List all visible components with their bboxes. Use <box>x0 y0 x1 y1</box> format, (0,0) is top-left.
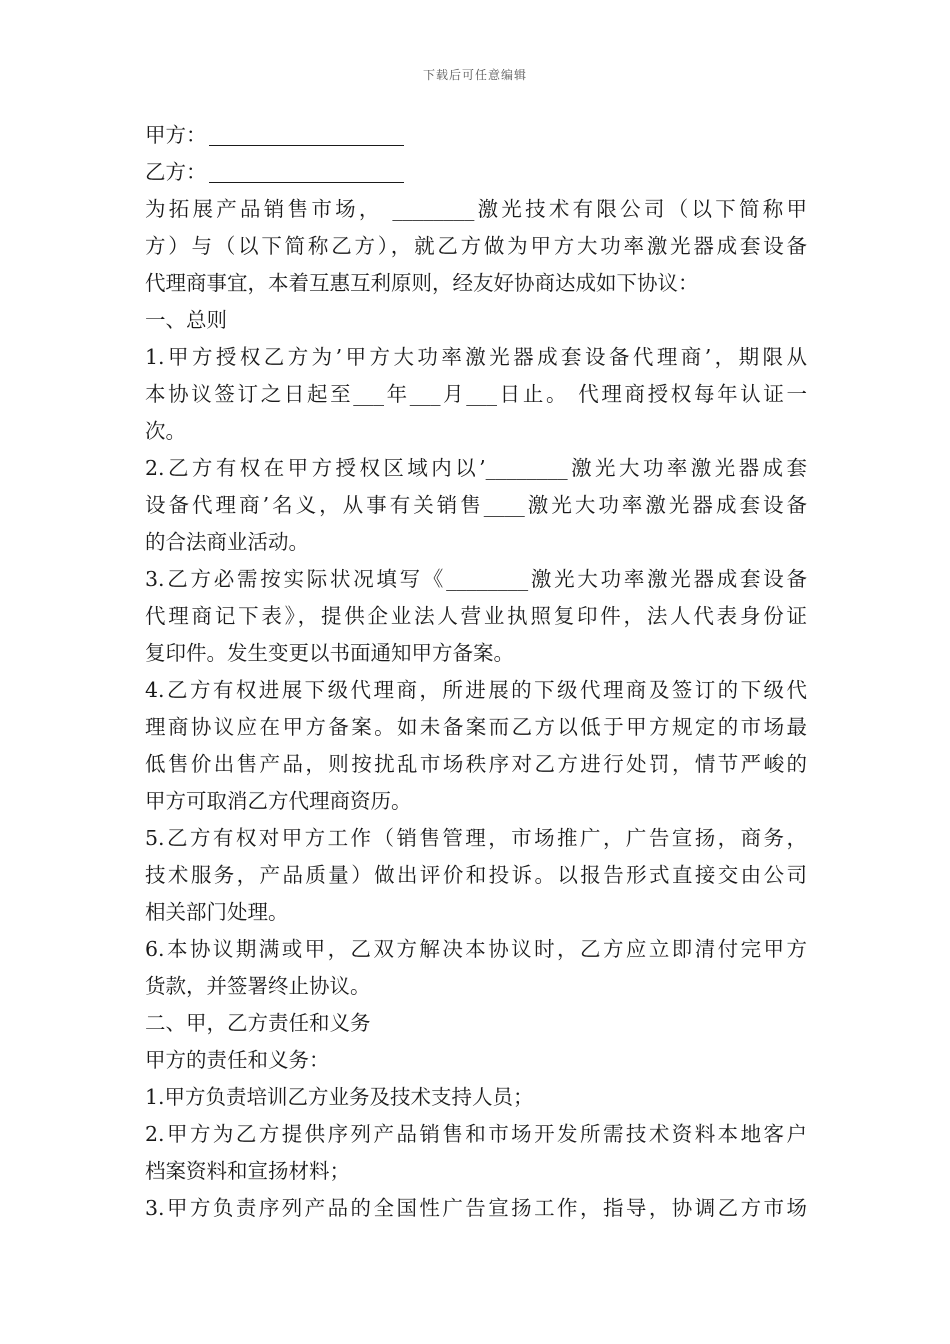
body-line: 本协议签订之日起至___年___月___日止。 代理商授权每年认证一 <box>145 382 807 406</box>
body-line: 4.乙方有权进展下级代理商，所进展的下级代理商及签订的下级代 <box>145 678 807 702</box>
body-line: 甲方可取消乙方代理商资历。 <box>145 789 412 813</box>
document-body <box>145 117 807 1227</box>
section-heading: 二、甲，乙方责任和义务 <box>145 1011 371 1035</box>
body-line: 1.甲方负责培训乙方业务及技术支持人员； <box>145 1085 534 1109</box>
subsection-heading: 甲方的责任和义务： <box>145 1048 330 1072</box>
body-line: 3.甲方负责序列产品的全国性广告宣扬工作，指导，协调乙方市场 <box>145 1196 807 1220</box>
body-line: 代理商记下表》，提供企业法人营业执照复印件，法人代表身份证 <box>145 604 807 628</box>
body-line: 1.甲方授权乙方为’甲方大功率激光器成套设备代理商’，期限从 <box>145 345 807 369</box>
body-line: 档案资料和宣扬材料； <box>145 1159 350 1183</box>
body-line: 复印件。发生变更以书面通知甲方备案。 <box>145 641 514 665</box>
party-b-line <box>145 154 807 191</box>
body-line: 低售价出售产品，则按扰乱市场秩序对乙方进行处罚，情节严峻的 <box>145 752 807 776</box>
body-line: 设备代理商’名义，从事有关销售____激光大功率激光器成套设备 <box>145 493 807 517</box>
body-line: 5.乙方有权对甲方工作（销售管理，市场推广，广告宣扬，商务， <box>145 826 807 850</box>
body-line: 货款，并签署终止协议。 <box>145 974 371 998</box>
body-line: 代理商事宜，本着互惠互利原则，经友好协商达成如下协议： <box>145 271 699 295</box>
body-line: 3.乙方必需按实际状况填写《________激光大功率激光器成套设备 <box>145 567 807 591</box>
body-line: 相关部门处理。 <box>145 900 289 924</box>
party-b-blank <box>209 158 404 183</box>
section-heading: 一、总则 <box>145 308 227 332</box>
body-line: 的合法商业活动。 <box>145 530 309 554</box>
body-line: 2.甲方为乙方提供序列产品销售和市场开发所需技术资料本地客户 <box>145 1122 807 1146</box>
body-line: 2.乙方有权在甲方授权区域内以’________激光大功率激光器成套 <box>145 456 807 480</box>
body-line: 方）与（以下简称乙方），就乙方做为甲方大功率激光器成套设备 <box>145 234 807 258</box>
party-a-blank <box>209 121 404 146</box>
party-a-label: 甲方： <box>145 123 207 147</box>
body-line: 为拓展产品销售市场， ________激光技术有限公司（以下简称甲 <box>145 197 807 221</box>
body-line: 理商协议应在甲方备案。如未备案而乙方以低于甲方规定的市场最 <box>145 715 807 739</box>
page-header: 下载后可任意编辑 <box>422 68 527 82</box>
body-line: 次。 <box>145 419 186 443</box>
body-line: 6.本协议期满或甲，乙双方解决本协议时，乙方应立即清付完甲方 <box>145 937 807 961</box>
party-b-label: 乙方： <box>145 160 207 184</box>
body-line: 技术服务，产品质量）做出评价和投诉。以报告形式直接交由公司 <box>145 863 807 887</box>
party-a-line <box>145 117 807 154</box>
